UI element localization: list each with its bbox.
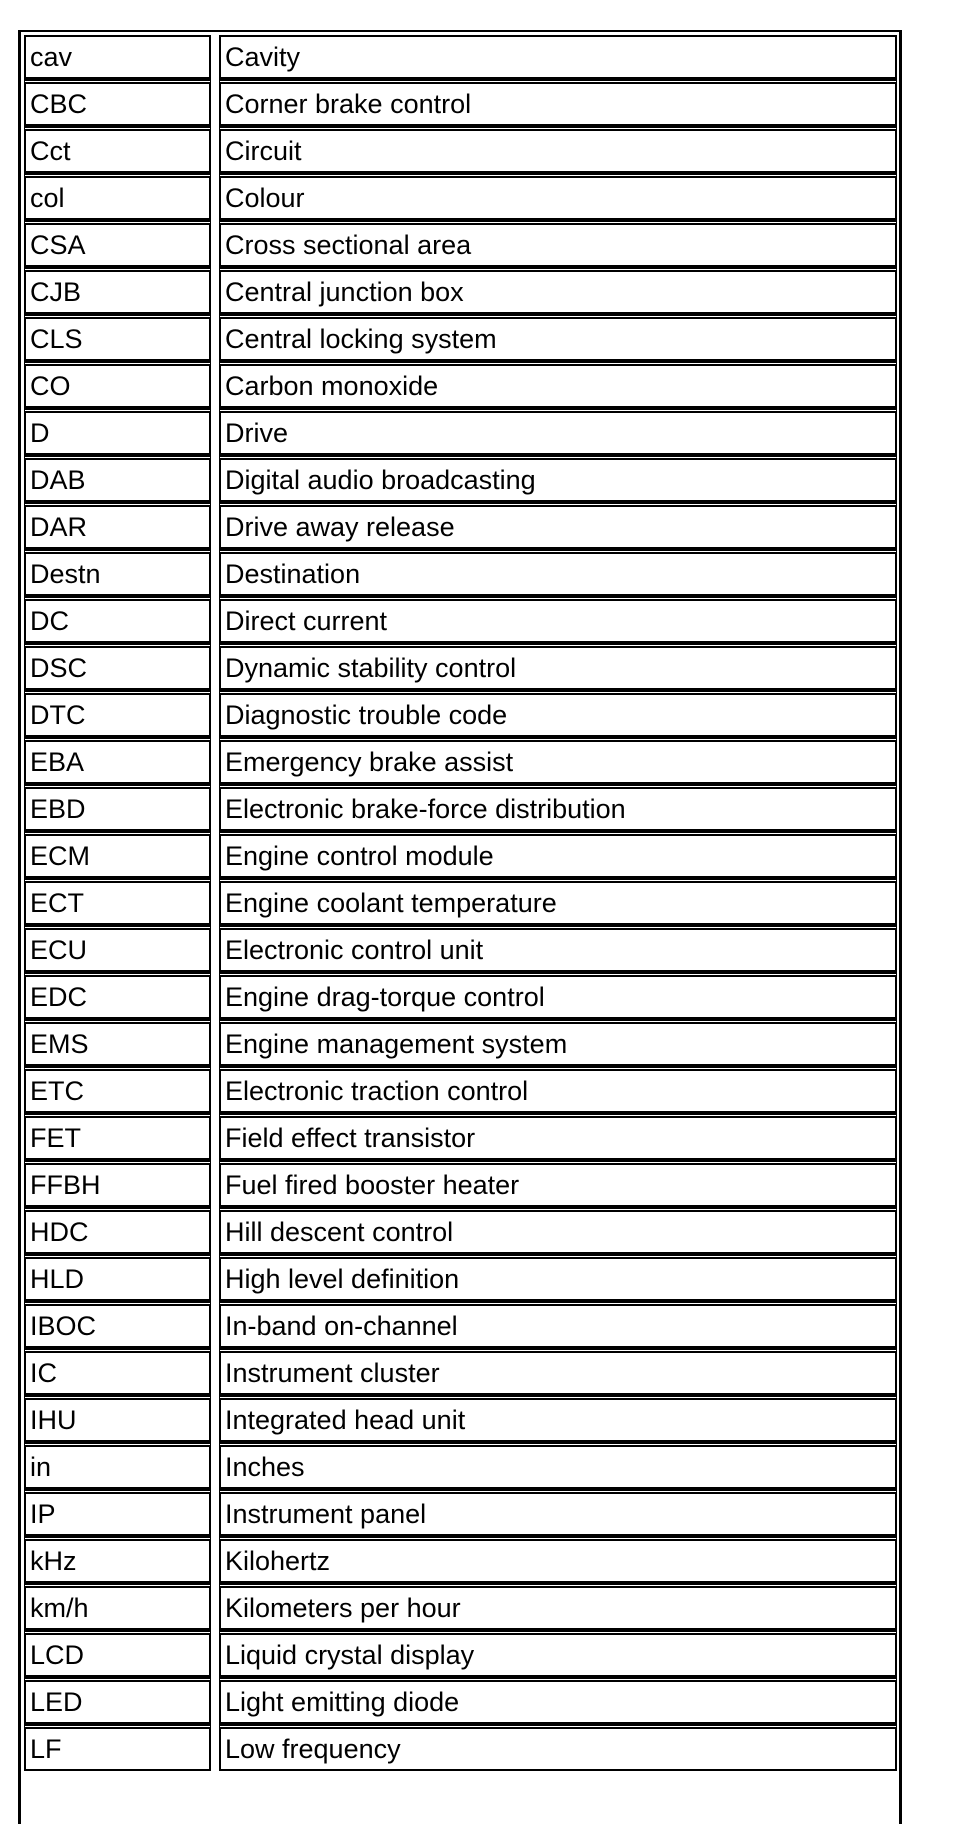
abbreviation-cell: ECT [24, 878, 211, 925]
cell-spacer [211, 1254, 219, 1301]
cell-spacer [211, 502, 219, 549]
cell-spacer [211, 1536, 219, 1583]
meaning-cell: Cross sectional area [219, 220, 897, 267]
meaning-cell: Hill descent control [219, 1207, 897, 1254]
cell-spacer [211, 1395, 219, 1442]
table-row [24, 1254, 897, 1301]
meaning-cell: Diagnostic trouble code [219, 690, 897, 737]
meaning-cell: Central locking system [219, 314, 897, 361]
table-row [24, 35, 897, 79]
table-row [24, 1066, 897, 1113]
abbreviation-cell: D [24, 408, 211, 455]
cell-spacer [211, 878, 219, 925]
abbreviation-cell: CO [24, 361, 211, 408]
cell-spacer [211, 35, 219, 79]
table-row [24, 361, 897, 408]
abbreviation-cell: DAB [24, 455, 211, 502]
cell-spacer [211, 126, 219, 173]
meaning-cell: Drive [219, 408, 897, 455]
abbreviation-cell: EMS [24, 1019, 211, 1066]
table-row [24, 925, 897, 972]
table-row [24, 1301, 897, 1348]
abbreviation-cell: CJB [24, 267, 211, 314]
cell-spacer [211, 314, 219, 361]
table-row [24, 690, 897, 737]
meaning-cell: Colour [219, 173, 897, 220]
cell-spacer [211, 1113, 219, 1160]
table-row [24, 1207, 897, 1254]
meaning-cell: Instrument panel [219, 1489, 897, 1536]
meaning-cell: Low frequency [219, 1724, 897, 1771]
table-row [24, 1677, 897, 1724]
cell-spacer [211, 596, 219, 643]
abbreviation-cell: FFBH [24, 1160, 211, 1207]
meaning-cell: Direct current [219, 596, 897, 643]
cell-spacer [211, 1489, 219, 1536]
table-row [24, 314, 897, 361]
cell-spacer [211, 1019, 219, 1066]
meaning-cell: Integrated head unit [219, 1395, 897, 1442]
table-row [24, 1160, 897, 1207]
abbreviation-cell: ECM [24, 831, 211, 878]
abbreviation-cell: kHz [24, 1536, 211, 1583]
table-row [24, 878, 897, 925]
meaning-cell: High level definition [219, 1254, 897, 1301]
cell-spacer [211, 1677, 219, 1724]
meaning-cell: Engine management system [219, 1019, 897, 1066]
abbreviation-cell: EDC [24, 972, 211, 1019]
abbreviation-cell: LCD [24, 1630, 211, 1677]
abbreviation-cell: km/h [24, 1583, 211, 1630]
table-row [24, 596, 897, 643]
cell-spacer [211, 1442, 219, 1489]
table-row [24, 1583, 897, 1630]
table-row [24, 455, 897, 502]
abbreviation-cell: LED [24, 1677, 211, 1724]
meaning-cell: Electronic traction control [219, 1066, 897, 1113]
abbreviation-cell: CLS [24, 314, 211, 361]
abbreviation-cell: Cct [24, 126, 211, 173]
meaning-cell: Corner brake control [219, 79, 897, 126]
meaning-cell: Engine control module [219, 831, 897, 878]
cell-spacer [211, 643, 219, 690]
cell-spacer [211, 1301, 219, 1348]
cell-spacer [211, 690, 219, 737]
meaning-cell: Drive away release [219, 502, 897, 549]
cell-spacer [211, 1207, 219, 1254]
cell-spacer [211, 737, 219, 784]
abbreviation-cell: DTC [24, 690, 211, 737]
abbreviation-cell: IC [24, 1348, 211, 1395]
table-row [24, 220, 897, 267]
table-row [24, 784, 897, 831]
meaning-cell: Digital audio broadcasting [219, 455, 897, 502]
meaning-cell: Engine coolant temperature [219, 878, 897, 925]
abbreviation-cell: Destn [24, 549, 211, 596]
cell-spacer [211, 455, 219, 502]
cell-spacer [211, 1583, 219, 1630]
meaning-cell: Carbon monoxide [219, 361, 897, 408]
abbreviation-cell: IHU [24, 1395, 211, 1442]
cell-spacer [211, 1066, 219, 1113]
cell-spacer [211, 220, 219, 267]
cell-spacer [211, 1160, 219, 1207]
cell-spacer [211, 784, 219, 831]
abbreviation-cell: LF [24, 1724, 211, 1771]
meaning-cell: Circuit [219, 126, 897, 173]
meaning-cell: Central junction box [219, 267, 897, 314]
abbreviation-cell: EBD [24, 784, 211, 831]
cell-spacer [211, 1724, 219, 1771]
table-row [24, 126, 897, 173]
table-row [24, 408, 897, 455]
abbreviation-cell: DSC [24, 643, 211, 690]
abbreviation-cell: FET [24, 1113, 211, 1160]
abbreviation-cell: CBC [24, 79, 211, 126]
table-row [24, 1536, 897, 1583]
cell-spacer [211, 925, 219, 972]
table-row [24, 549, 897, 596]
table-row [24, 831, 897, 878]
table-row [24, 267, 897, 314]
table-row [24, 1489, 897, 1536]
abbreviation-cell: CSA [24, 220, 211, 267]
meaning-cell: Electronic control unit [219, 925, 897, 972]
abbreviation-cell: DC [24, 596, 211, 643]
meaning-cell: Destination [219, 549, 897, 596]
meaning-cell: Dynamic stability control [219, 643, 897, 690]
meaning-cell: In-band on-channel [219, 1301, 897, 1348]
table-row [24, 1395, 897, 1442]
cell-spacer [211, 831, 219, 878]
meaning-cell: Field effect transistor [219, 1113, 897, 1160]
table-row [24, 643, 897, 690]
abbreviation-cell: in [24, 1442, 211, 1489]
abbreviation-cell: IBOC [24, 1301, 211, 1348]
abbreviations-table-body [24, 35, 897, 1771]
meaning-cell: Emergency brake assist [219, 737, 897, 784]
meaning-cell: Liquid crystal display [219, 1630, 897, 1677]
cell-spacer [211, 549, 219, 596]
table-row [24, 737, 897, 784]
cell-spacer [211, 79, 219, 126]
table-row [24, 972, 897, 1019]
meaning-cell: Electronic brake-force distribution [219, 784, 897, 831]
abbreviation-cell: cav [24, 35, 211, 79]
abbreviation-cell: DAR [24, 502, 211, 549]
abbreviation-cell: IP [24, 1489, 211, 1536]
cell-spacer [211, 408, 219, 455]
abbreviation-cell: EBA [24, 737, 211, 784]
meaning-cell: Cavity [219, 35, 897, 79]
cell-spacer [211, 173, 219, 220]
cell-spacer [211, 1348, 219, 1395]
table-row [24, 1442, 897, 1489]
abbreviation-cell: ECU [24, 925, 211, 972]
cell-spacer [211, 972, 219, 1019]
abbreviation-cell: HDC [24, 1207, 211, 1254]
meaning-cell: Light emitting diode [219, 1677, 897, 1724]
meaning-cell: Fuel fired booster heater [219, 1160, 897, 1207]
abbreviation-cell: ETC [24, 1066, 211, 1113]
cell-spacer [211, 1630, 219, 1677]
cell-spacer [211, 361, 219, 408]
table-row [24, 79, 897, 126]
meaning-cell: Instrument cluster [219, 1348, 897, 1395]
table-row [24, 1724, 897, 1771]
table-row [24, 173, 897, 220]
meaning-cell: Kilometers per hour [219, 1583, 897, 1630]
table-row [24, 1019, 897, 1066]
table-row [24, 1348, 897, 1395]
meaning-cell: Kilohertz [219, 1536, 897, 1583]
meaning-cell: Inches [219, 1442, 897, 1489]
abbreviation-cell: col [24, 173, 211, 220]
table-row [24, 502, 897, 549]
meaning-cell: Engine drag-torque control [219, 972, 897, 1019]
table-row [24, 1630, 897, 1677]
cell-spacer [211, 267, 219, 314]
abbreviation-cell: HLD [24, 1254, 211, 1301]
table-row [24, 1113, 897, 1160]
abbreviations-table [24, 35, 897, 1771]
